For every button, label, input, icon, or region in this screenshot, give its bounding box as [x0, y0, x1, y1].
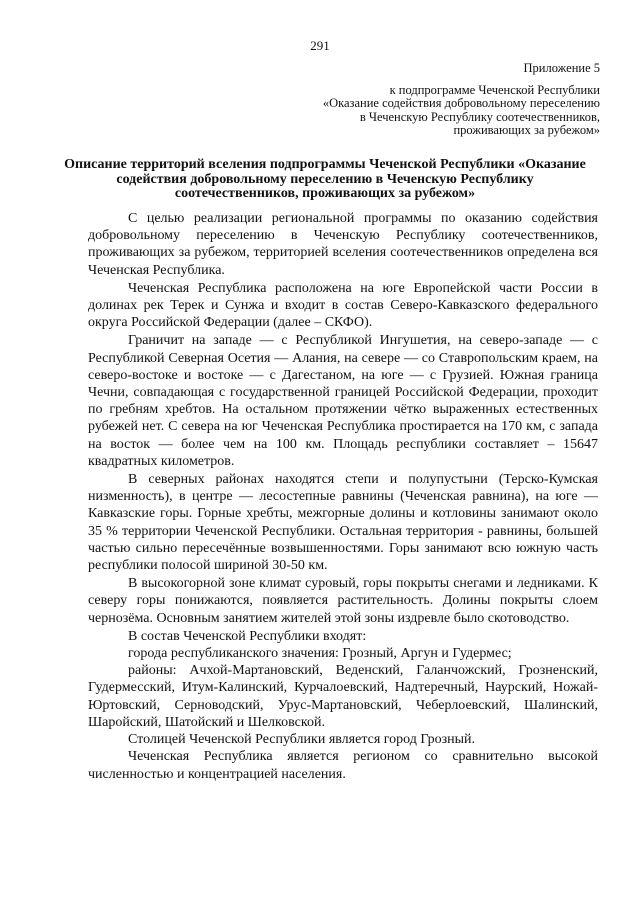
paragraph: С целью реализации региональной программы по оказанию содействия добровольному переселению в Чеченскую Республику соотечественников, проживающих за рубежом, территорией вселения соотечественников определена вся Чеченская Республика. — [88, 211, 598, 278]
appendix-label: Приложение 5 — [523, 61, 600, 75]
paragraph: Чеченская Республика расположена на юге Европейской части России в долинах рек Терек и Сунжа и входит в состав Северо-Кавказского федерального округа Российской Федерации (далее – СКФО). — [88, 280, 598, 331]
page-number: 291 — [310, 38, 330, 53]
paragraph: В высокогорной зоне климат суровый, горы покрыты снегами и ледниками. К северу горы понижаются, появляется растительность. Долины покрыты слоем чернозёма. Основным занятием жителей этой зоны издревле было скотоводство. — [88, 576, 598, 626]
paragraph: В северных районах находятся степи и полупустыни (Терско-Кумская низменность), в центре — лесостепные равнины (Чеченская равнина), на юге — Кавказские горы. Горные хребты, межгорные долины и котловины занимают около 35 % территории Чеченской Республики. Остальная территория - равнины, большей частью сильно пересечённые возвышенностями. Горы занимают всю южную часть республики полосой шириной 30-50 км. — [88, 472, 598, 574]
document-body — [88, 210, 598, 784]
appendix-line: «Оказание содействия добровольному переселению — [322, 96, 600, 110]
paragraph: Столицей Чеченской Республики является город Грозный. — [128, 732, 476, 748]
paragraph: города республиканского значения: Грозный, Аргун и Гудермес; — [128, 646, 512, 662]
appendix-header — [240, 62, 600, 138]
document-title: Описание территорий вселения подпрограммы Чеченской Республики «Оказание содействия добровольному переселению в Чеченскую Республику соотечественников, проживающих за рубежом» — [64, 157, 586, 201]
appendix-line: к подпрограмме Чеченской Республики — [389, 82, 600, 97]
paragraph: районы: Ачхой-Мартановский, Веденский, Галанчожский, Грозненский, Гудермесский, Итум-Калинский, Курчалоевский, Надтеречный, Наурский, Ножай-Юртовский, Серноводский, Урус-Мартановский, Чеберлоевский, Шалинский, Шаройский, Шатойский и Шелковской. — [88, 663, 598, 730]
paragraph: Чеченская Республика является регионом со сравнительно высокой численностью и концентрацией населения. — [88, 749, 598, 782]
paragraph: В состав Чеченской Республики входят: — [128, 628, 367, 644]
appendix-line: проживающих за рубежом» — [453, 123, 600, 137]
paragraph: Граничит на западе — с Республикой Ингушетия, на северо-западе — с Республикой Северная Осетия — Алания, на севере — со Ставропольским краем, на северо-востоке и востоке — с Дагестаном, на юге — с Грузией. Южная граница Чечни, совпадающая с государственной границей Российской Федерации, проходит по гребням хребтов. На остальном протяжении чётко выраженных естественных рубежей нет. С севера на юг Чеченская Республика простирается на 170 км, с запада на восток — более чем на 100 км. Площадь республики составляет – 15647 квадратных километров. — [88, 333, 598, 469]
appendix-line: в Чеченскую Республику соотечественников, — [359, 109, 600, 124]
